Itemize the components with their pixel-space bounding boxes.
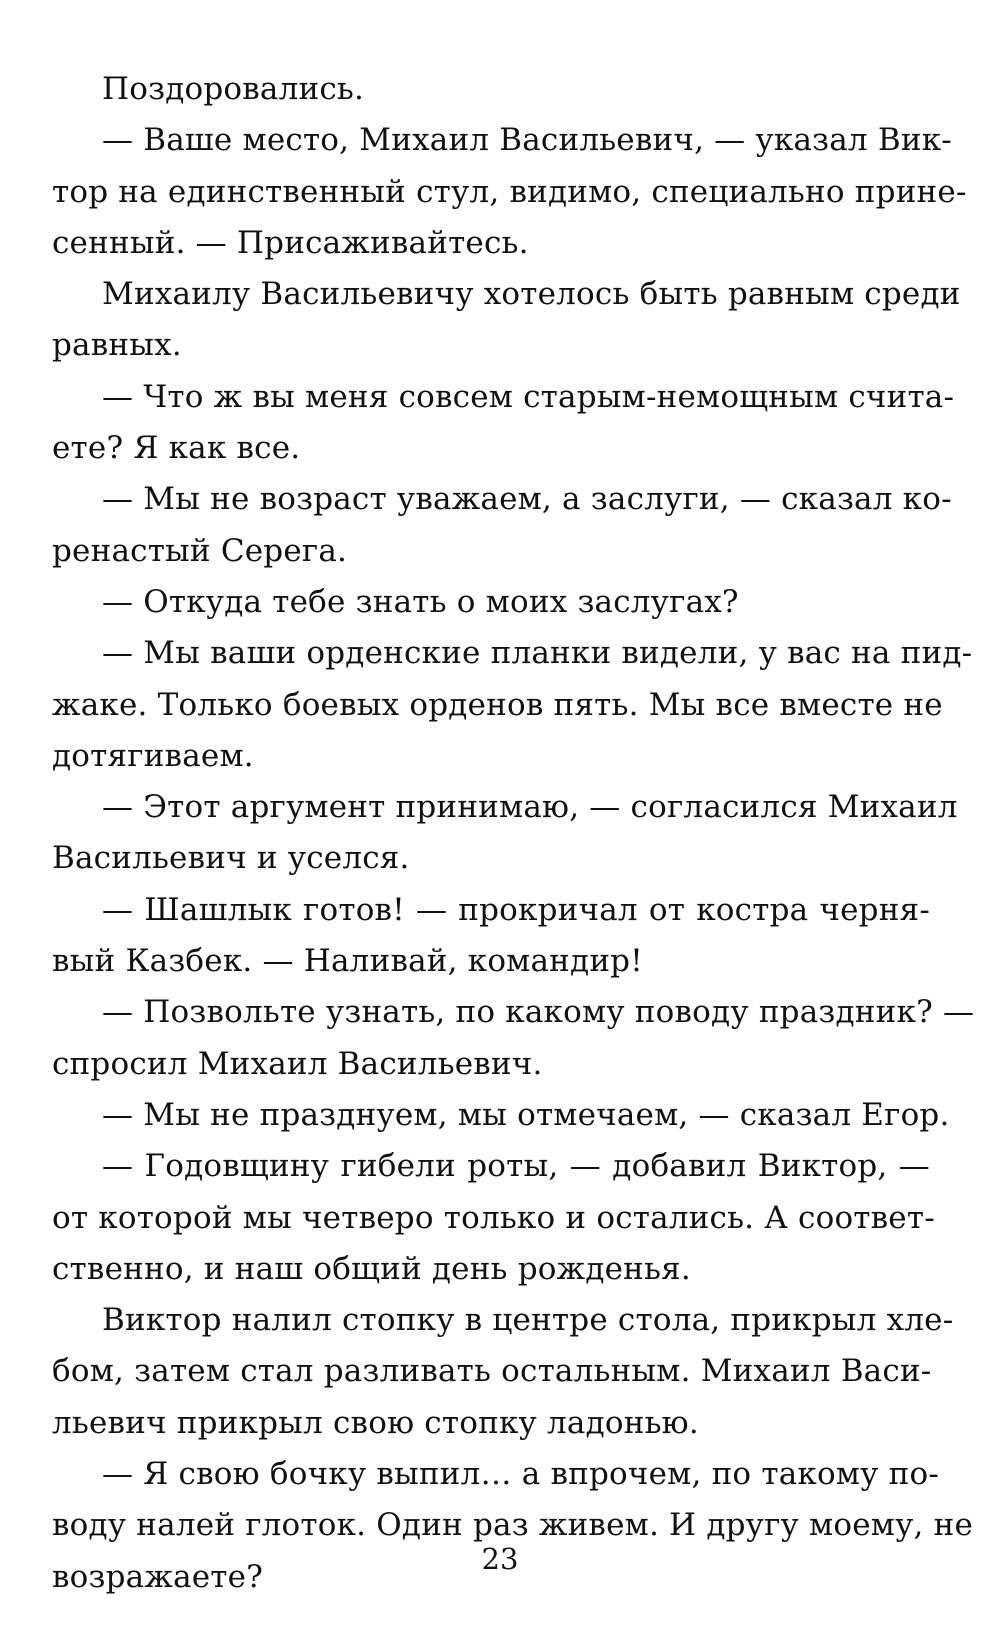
text-line: — Годовщину гибели роты, — добавил Виктор, —: [102, 1148, 930, 1185]
text-line: ственно, и наш общий день рожденья.: [52, 1250, 691, 1287]
text-line: Васильевич и уселся.: [52, 840, 410, 877]
text-line: льевич прикрыл свою стопку ладонью.: [52, 1404, 699, 1441]
text-line: равных.: [52, 327, 182, 364]
page-number: 23: [481, 1542, 519, 1576]
text-line: — Этот аргумент принимаю, — согласился Михаил: [102, 789, 958, 826]
text-line: — Откуда тебе знать о моих заслугах?: [102, 583, 739, 620]
text-line: воду налей глоток. Один раз живем. И другу моему, не: [52, 1507, 974, 1544]
text-line: спросил Михаил Васильевич.: [52, 1045, 543, 1082]
text-line: — Мы не возраст уважаем, а заслуги, — сказал ко-: [102, 481, 952, 518]
text-line: Михаилу Васильевичу хотелось быть равным среди: [102, 276, 961, 313]
text-line: Виктор налил стопку в центре стола, прикрыл хле-: [102, 1302, 954, 1339]
text-line: возражаете?: [52, 1558, 264, 1595]
text-line: — Я свою бочку выпил… а впрочем, по такому по-: [102, 1456, 940, 1493]
text-line: жаке. Только боевых орденов пять. Мы все вместе не: [52, 686, 943, 723]
text-line: — Ваше место, Михаил Васильевич, — указал Вик-: [102, 122, 952, 159]
text-line: — Что ж вы меня совсем старым-немощным счита-: [102, 378, 955, 415]
text-line: вый Казбек. — Наливай, командир!: [52, 943, 643, 980]
text-line: — Мы ваши орденские планки видели, у вас на пид-: [102, 635, 973, 672]
text-line: дотягиваем.: [52, 737, 254, 774]
text-line: — Мы не празднуем, мы отмечаем, — сказал Егор.: [102, 1096, 950, 1133]
text-line: от которой мы четверо только и остались. А соответ-: [52, 1199, 935, 1236]
text-line: Поздоровались.: [102, 71, 365, 107]
text-line: бом, затем стал разливать остальным. Михаил Васи-: [52, 1353, 932, 1390]
text-line: сенный. — Присаживайтесь.: [52, 224, 529, 261]
text-line: ренастый Серега.: [52, 532, 348, 569]
text-line: — Шашлык готов! — прокричал от костра черня-: [102, 891, 930, 928]
text-line: тор на единственный стул, видимо, специально прине-: [52, 173, 967, 210]
text-line: — Позвольте узнать, по какому поводу праздник? —: [102, 994, 975, 1031]
text-line: ете? Я как все.: [52, 430, 301, 467]
page-text: [52, 64, 975, 1603]
